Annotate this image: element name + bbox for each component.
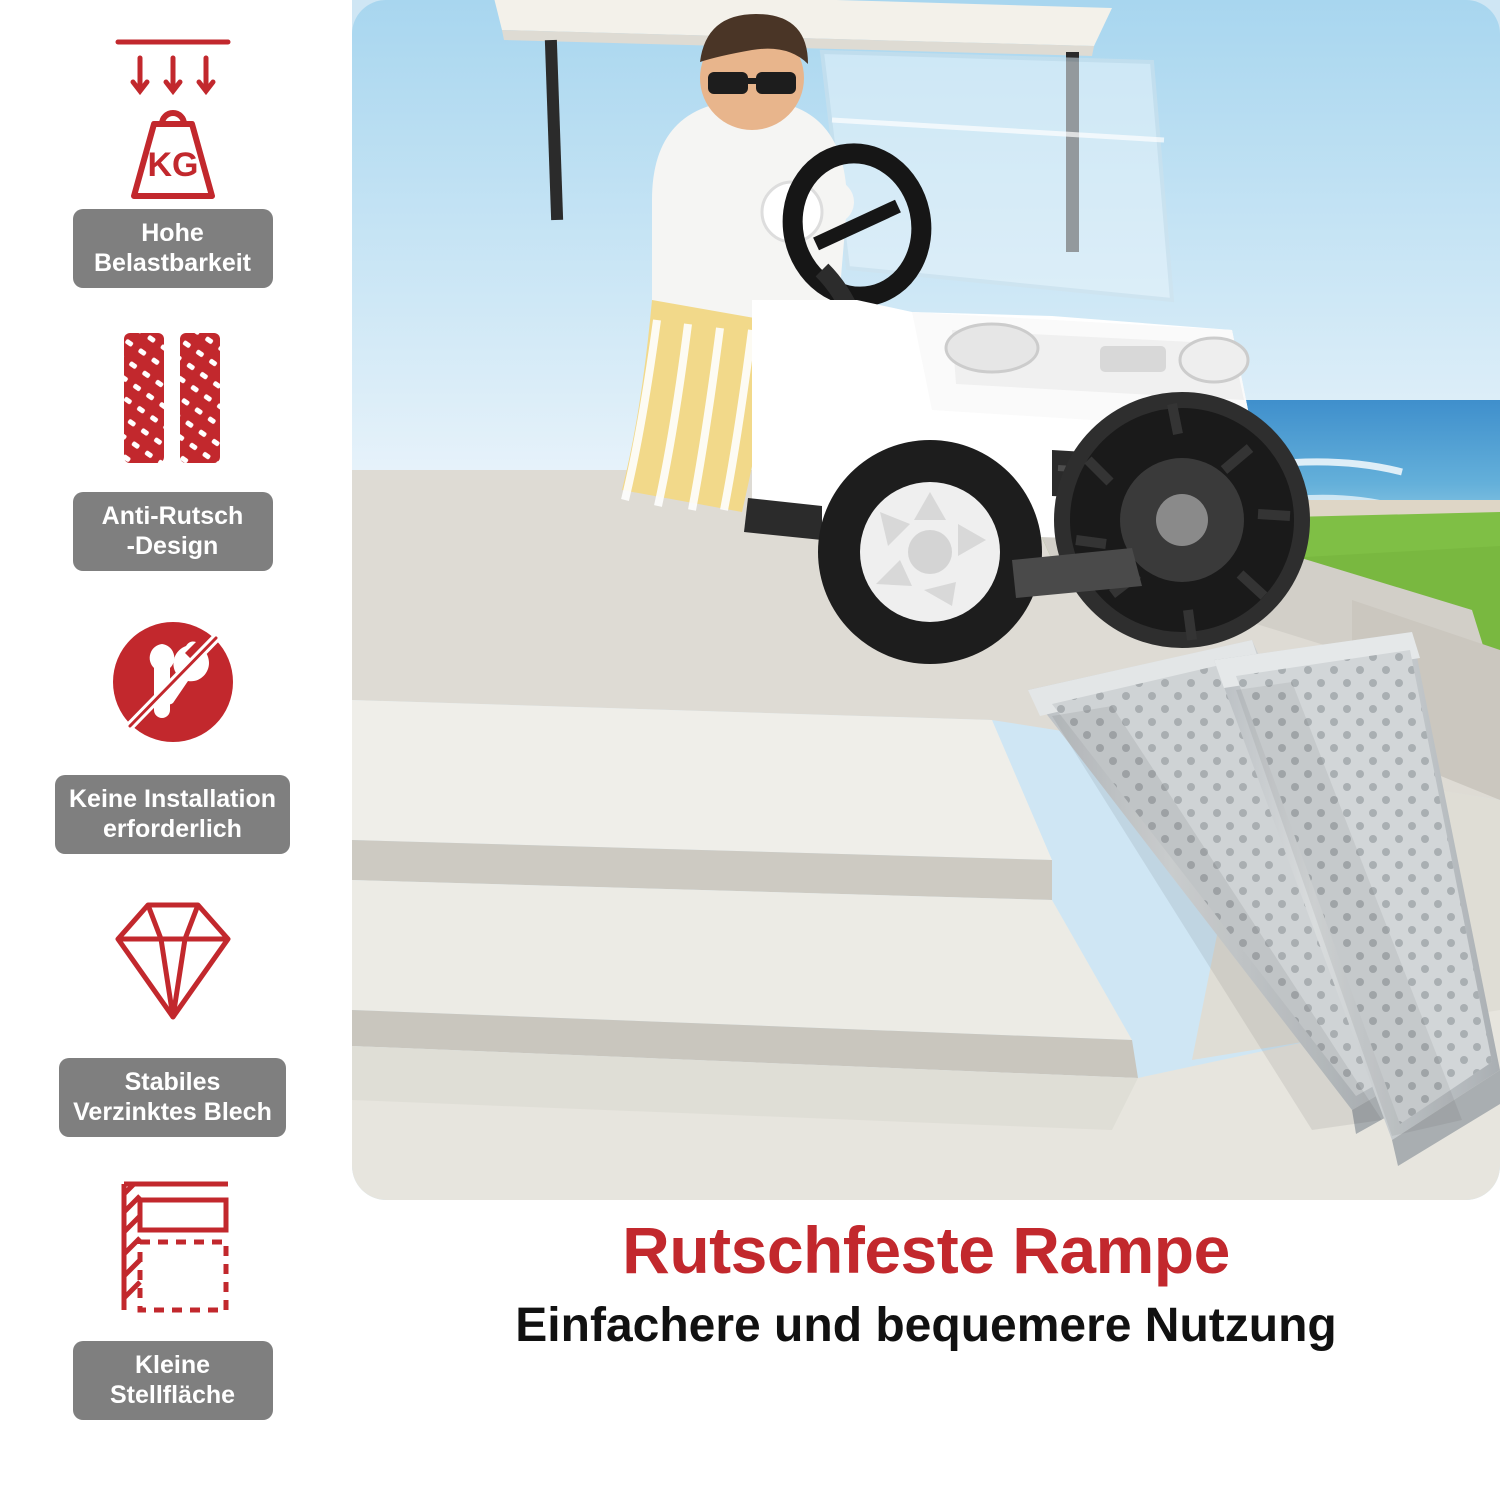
feature-label: Kleine Stellfläche bbox=[73, 1341, 273, 1420]
feature-item bbox=[23, 28, 323, 311]
product-photo bbox=[352, 0, 1500, 1200]
feature-item bbox=[23, 1160, 323, 1443]
anti-slip-surface-icon bbox=[88, 311, 258, 486]
feature-label: Keine Installation erforderlich bbox=[55, 775, 290, 854]
feature-label: Hohe Belastbarkeit bbox=[73, 209, 273, 288]
feature-item bbox=[23, 877, 323, 1160]
page-title: Rutschfeste Rampe bbox=[622, 1213, 1230, 1287]
diamond-durability-icon bbox=[88, 877, 258, 1052]
page-subtitle: Einfachere und bequemere Nutzung bbox=[515, 1299, 1337, 1353]
headline-block bbox=[352, 1215, 1500, 1353]
feature-list bbox=[0, 0, 345, 1500]
feature-label: Stabiles Verzinktes Blech bbox=[59, 1058, 286, 1137]
small-footprint-icon bbox=[88, 1160, 258, 1335]
feature-item bbox=[23, 311, 323, 594]
feature-label: Anti-Rutsch -Design bbox=[73, 492, 273, 571]
feature-item bbox=[23, 594, 323, 877]
no-tools-required-icon bbox=[88, 594, 258, 769]
weight-icon-text: KG bbox=[147, 146, 198, 184]
weight-load-icon bbox=[88, 28, 258, 203]
product-photo-illustration bbox=[352, 0, 1500, 1200]
